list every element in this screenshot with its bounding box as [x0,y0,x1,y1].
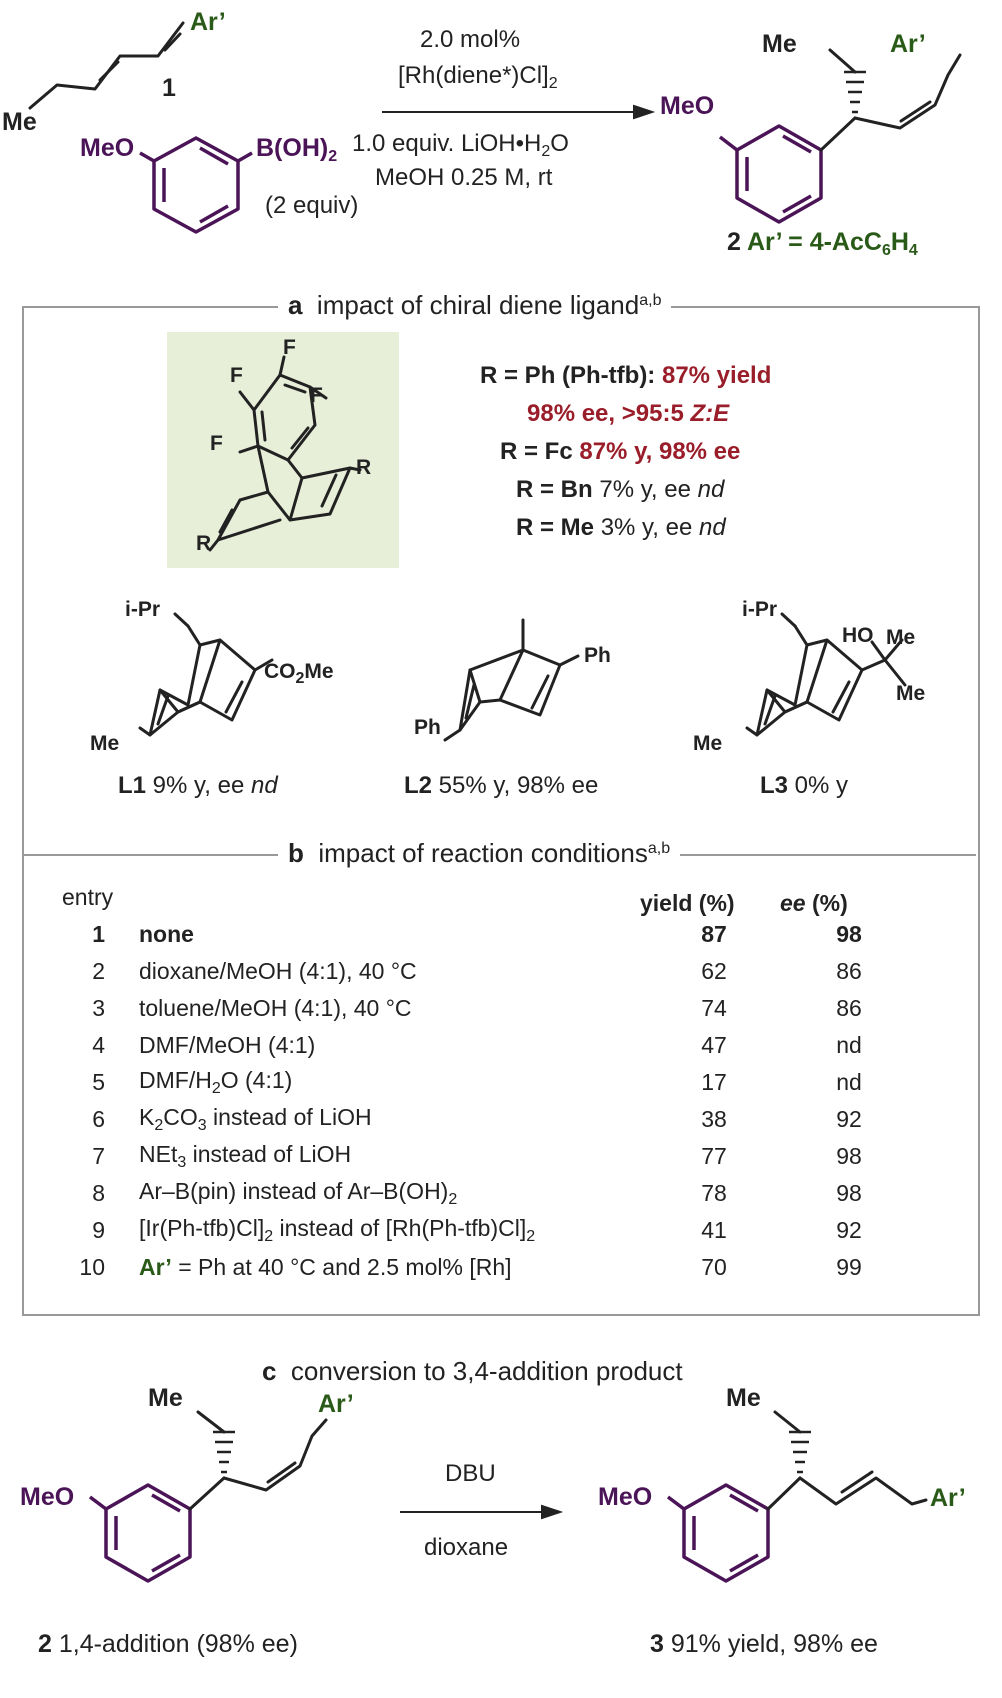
product-ar-label: Ar’ [890,30,926,58]
yield-cell: 17 [701,1069,727,1095]
l3-caption: L3 0% y [760,772,849,799]
l1-ipr: i-Pr [125,598,161,621]
c-left-me: Me [148,1384,183,1412]
tfb-f-top: F [283,336,296,359]
l2-ph-left: Ph [414,716,441,739]
ee-cell: 86 [836,958,862,984]
entry-cell: 9 [92,1217,105,1243]
l3-ipr: i-Pr [742,598,778,621]
col-header-yield: yield (%) [640,890,735,916]
condition-cell: $[Ir(Ph-tfb)Cl]_2$ instead of $[Rh(Ph-tfb)Cl]_2$ [139,1215,536,1245]
condition-catalyst: $[Rh(diene*)Cl]_2$ [398,62,558,92]
condition-catalyst-loading: 2.0 mol% [420,26,521,53]
ligand-result-me: R = Me 3% y, ee nd [516,514,726,541]
l3-ho: HO [842,624,874,647]
ee-cell: 92 [836,1217,862,1243]
entry-cell: 4 [92,1032,105,1058]
yield-cell: 87 [701,921,727,947]
entry-cell: 1 [92,921,105,947]
entry-cell: 5 [92,1069,105,1095]
diene-compound-number: 1 [162,74,176,102]
condition-cell: Ar–B(pin) instead of $Ar-B(OH)_2$ [139,1178,458,1208]
condition-cell: DMF/$H_2O$ (4:1) [139,1067,293,1097]
condition-cell: NEt$_3$ instead of LiOH [139,1141,352,1171]
entry-cell: 7 [92,1143,105,1169]
condition-base: 1.0 equiv. $LiOH•H_2O$ [352,130,569,160]
yield-cell: 70 [701,1254,727,1280]
yield-cell: 47 [701,1032,727,1058]
l2-ph-right: Ph [584,644,611,667]
tfb-r-right: R [356,456,372,479]
ee-cell: 99 [836,1254,862,1280]
col-header-entry: entry [62,884,114,910]
section-a-title: a impact of chiral diene ligand$^{a,b}$ [278,290,671,321]
ee-cell: 98 [836,1180,862,1206]
c-right-me: Me [726,1384,761,1412]
l3-me-top: Me [886,626,916,649]
boronic-acid-label: $B(OH)_2$ [256,134,338,165]
l1-caption: L1 9% y, ee nd [118,772,278,799]
ee-cell: 92 [836,1106,862,1132]
l1-ester: $CO_2Me$ [264,660,334,687]
ee-cell: 98 [836,1143,862,1169]
yield-cell: 78 [701,1180,727,1206]
ligand-result-ph: R = Ph (Ph-tfb): 87% yield [480,362,772,389]
c-solvent: dioxane [424,1534,509,1561]
boronic-meo-label: MeO [80,134,135,162]
section-b-title: b impact of reaction conditions$^{a,b}$ [278,838,680,869]
product-caption: 2 Ar’ = $4-AcC_6H_4$ [727,228,918,259]
c-left-caption: 2 1,4-addition (98% ee) [38,1630,298,1658]
l3-me-right: Me [896,682,926,705]
condition-solvent: MeOH 0.25 M, rt [375,164,553,191]
c-right-caption: 3 91% yield, 98% ee [650,1630,878,1658]
tfb-f-right: F [310,384,323,407]
l1-me: Me [90,732,120,755]
boronic-equiv: (2 equiv) [265,192,359,219]
c-reagent: DBU [445,1460,496,1487]
entry-cell: 8 [92,1180,105,1206]
tfb-f-bottom: F [210,432,223,455]
l2-caption: L2 55% y, 98% ee [404,772,599,799]
diene-ar-label: Ar’ [190,8,226,36]
section-c-title: c conversion to 3,4-addition product [262,1356,683,1386]
tfb-r-left: R [196,532,212,555]
condition-cell: none [139,921,194,947]
product-me-label: Me [762,30,797,58]
l3-me-left: Me [693,732,723,755]
yield-cell: 62 [701,958,727,984]
condition-cell: Ar’ = Ph at 40 °C and 2.5 mol% [Rh] [139,1254,512,1280]
c-left-ar: Ar’ [318,1390,354,1418]
ee-cell: 98 [836,921,862,947]
condition-cell: $K_2CO_3$ instead of LiOH [139,1104,372,1134]
condition-cell: dioxane/MeOH (4:1), 40 °C [139,958,417,984]
c-left-meo: MeO [20,1483,75,1511]
yield-cell: 77 [701,1143,727,1169]
entry-cell: 10 [79,1254,105,1280]
ligand-result-ph-ee: 98% ee, >95:5 Z:E [527,400,730,427]
entry-cell: 3 [92,995,105,1021]
tfb-f-left: F [230,364,243,387]
condition-cell: toluene/MeOH (4:1), 40 °C [139,995,412,1021]
yield-cell: 38 [701,1106,727,1132]
entry-cell: 6 [92,1106,105,1132]
diene-me-label: Me [2,108,37,136]
c-right-meo: MeO [598,1483,653,1511]
ee-cell: nd [836,1069,862,1095]
c-right-ar: Ar’ [930,1484,966,1512]
ligand-result-fc: R = Fc 87% y, 98% ee [500,438,741,465]
condition-cell: DMF/MeOH (4:1) [139,1032,316,1058]
product-meo-label: MeO [660,92,715,120]
yield-cell: 41 [701,1217,727,1243]
ee-cell: 86 [836,995,862,1021]
col-header-ee: ee (%) [780,890,848,916]
ee-cell: nd [836,1032,862,1058]
entry-cell: 2 [92,958,105,984]
ligand-result-bn: R = Bn 7% y, ee nd [516,476,725,503]
yield-cell: 74 [701,995,727,1021]
